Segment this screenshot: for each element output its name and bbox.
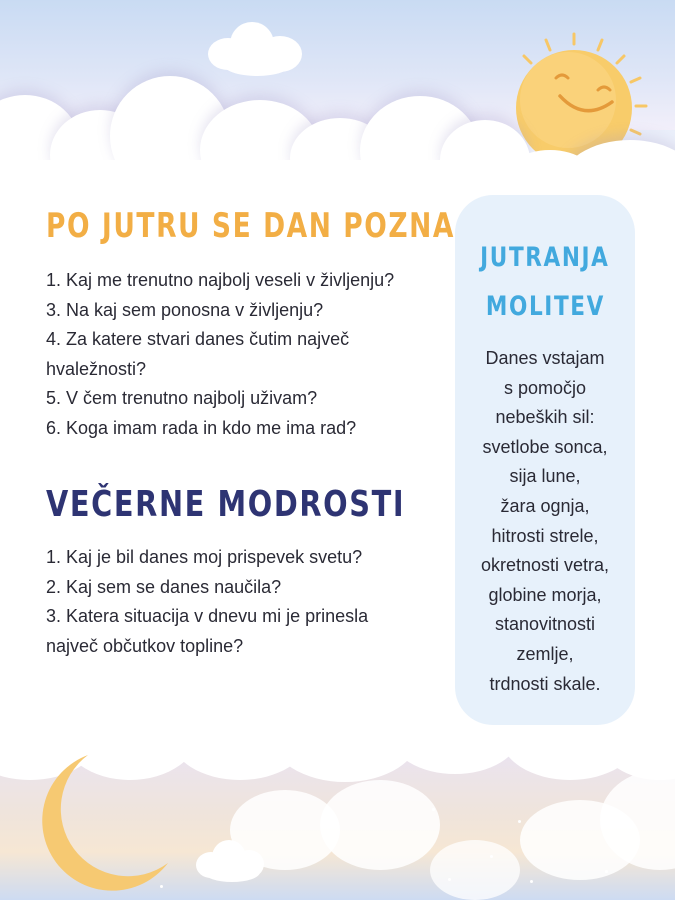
list-item: 3. Katera situacija v dnevu mi je prinesla (46, 606, 369, 626)
list-item: 1. Kaj je bil danes moj prispevek svetu? (46, 547, 363, 567)
list-item: 6. Koga imam rada in kdo me ima rad? (46, 417, 357, 438)
prayer-line: s pomočjo (503, 377, 587, 398)
crescent-moon-icon (28, 745, 178, 895)
prayer-title-line1: JUTRANJA (480, 242, 610, 273)
star (432, 808, 435, 811)
star (448, 878, 451, 881)
star (605, 870, 608, 873)
list-item: 2. Kaj sem se danes naučila? (46, 576, 282, 597)
prayer-line: zemlje, (516, 643, 574, 664)
evening-question-list (46, 543, 368, 661)
morning-question-list (46, 266, 394, 443)
list-item: 4. Za katere stvari danes čutim največ (46, 329, 350, 349)
star (160, 885, 163, 888)
evening-heading: VEČERNE MODROSTI (46, 484, 406, 525)
prayer-line: stanovitnosti (494, 614, 596, 635)
prayer-line: svetlobe sonca, (482, 436, 608, 457)
list-item: hvaležnosti? (46, 358, 147, 379)
list-item: največ občutkov topline? (46, 635, 244, 656)
prayer-line: nebeških sil: (495, 407, 595, 428)
prayer-title-line2: MOLITEV (485, 291, 605, 322)
morning-heading: PO JUTRU SE DAN POZNA (46, 206, 456, 246)
star (530, 880, 533, 883)
prayer-line: Danes vstajam (485, 348, 605, 368)
prayer-line: trdnosti skale. (489, 673, 601, 694)
star (518, 820, 521, 823)
prayer-line: okretnosti vetra, (480, 555, 610, 576)
prayer-line: sija lune, (509, 466, 581, 487)
prayer-line: globine morja, (488, 584, 602, 605)
prayer-line: hitrosti strele, (491, 525, 599, 546)
prayer-line: žara ognja, (500, 495, 590, 516)
prayer-text (455, 344, 635, 699)
list-item: 3. Na kaj sem ponosna v življenju? (46, 299, 324, 320)
list-item: 5. V čem trenutno najbolj uživam? (46, 388, 318, 408)
star (490, 855, 493, 858)
list-item: 1. Kaj me trenutno najbolj veseli v življenju? (46, 270, 395, 290)
